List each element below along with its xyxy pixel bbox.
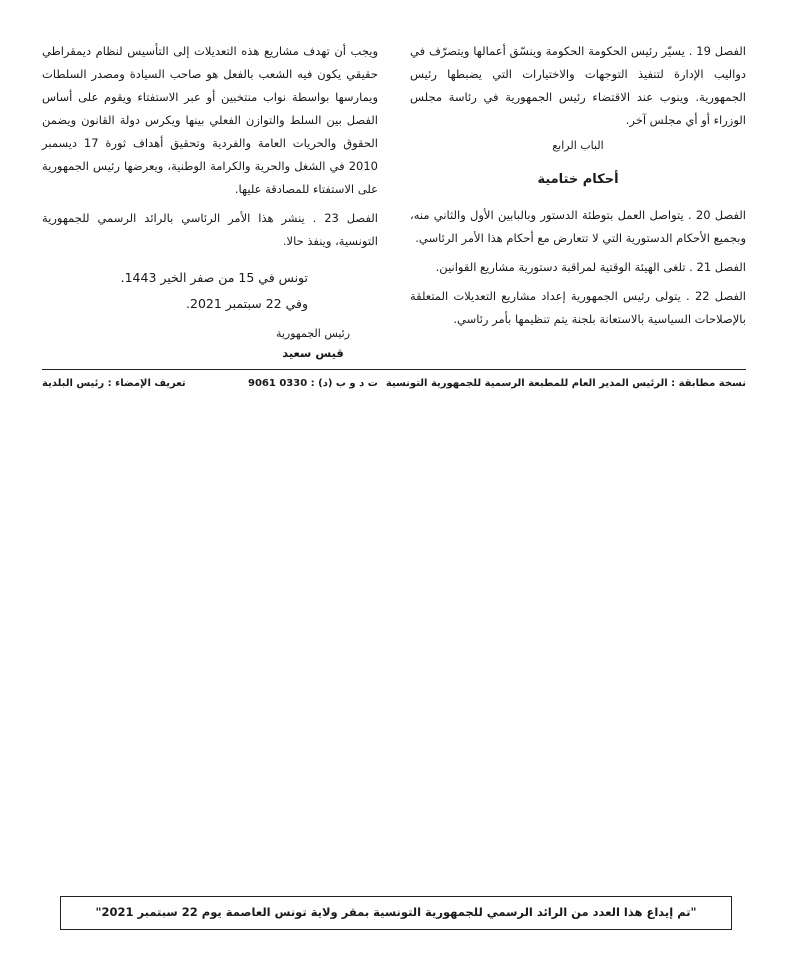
separator-line [42,369,746,370]
signatory-title: رئيس الجمهورية [275,327,351,340]
chapter-heading: الباب الرابع [552,139,604,152]
deposit-note-box [60,896,732,930]
article-19: الفصل 19 . يسيّر رئيس الحكومة الحكومة وينسّق أعمالها ويتصرّف في دواليب الإدارة لتنفيذ التوجهات والاختيارات التي يضبطها رئيس الجمهورية. وينوب عند الاقتضاء رئيس الجمهورية في رئاسة مجلس الوزراء أو أي مجلس آخر. [410,44,746,127]
chapter-title: أحكام ختامية [537,172,619,187]
registration-number: ت د و ب (د) : 0330 9061 [248,378,378,389]
article-23: الفصل 23 . ينشر هذا الأمر الرئاسي بالرائد الرسمي للجمهورية التونسية، وينفذ حالا. [42,211,378,248]
date-hijri: تونس في 15 من صفر الخير 1443. [120,270,308,285]
left-column [42,40,378,363]
article-22: الفصل 22 . يتولى رئيس الجمهورية إعداد مشاريع التعديلات المتعلقة بالإصلاحات السياسية بالاستعانة بلجنة يتم تنظيمها بأمر رئاسي. [410,289,746,326]
article-20: الفصل 20 . يتواصل العمل بتوطئة الدستور وبالبابين الأول والثاني منه، وبجميع الأحكام الدستورية التي لا تتعارض مع أحكام هذا الأمر الرئاسي. [410,208,746,245]
article-21: الفصل 21 . تلغى الهيئة الوقتية لمراقبة دستورية مشاريع القوانين. [435,260,746,274]
signatory-name: قيس سعيد [282,346,344,360]
amendments-paragraph: ويجب أن تهدف مشاريع هذه التعديلات إلى التأسيس لنظام ديمقراطي حقيقي يكون فيه الشعب بالفعل هو صاحب السيادة ومصدر السلطات ويمارسها بواسطة نواب منتخبين أو عبر الاستفتاء ويقوم على أساس الفصل بين السلط والتوازن الفعلي بينها ويكرس دولة القانون ويضمن الحقوق والحريات العامة والفردية وتحقيق أهداف ثورة 17 ديسمبر 2010 في الشغل والحرية والكرامة الوطنية، ويعرضها رئيس الجمهورية على الاستفتاء للمصادقة عليها. [42,44,378,196]
deposit-note: "تم إيداع هذا العدد من الرائد الرسمي للجمهورية التونسية بمقر ولاية تونس العاصمة يوم 22 سبتمبر 2021" [95,905,697,919]
signature-note: تعريف الإمضاء : رئيس البلدية [42,378,186,389]
date-gregorian: وفي 22 سبتمبر 2021. [186,296,308,311]
right-column [410,40,746,331]
copy-note: نسخة مطابقة : الرئيس المدير العام للمطبعة الرسمية للجمهورية التونسية [385,378,746,389]
